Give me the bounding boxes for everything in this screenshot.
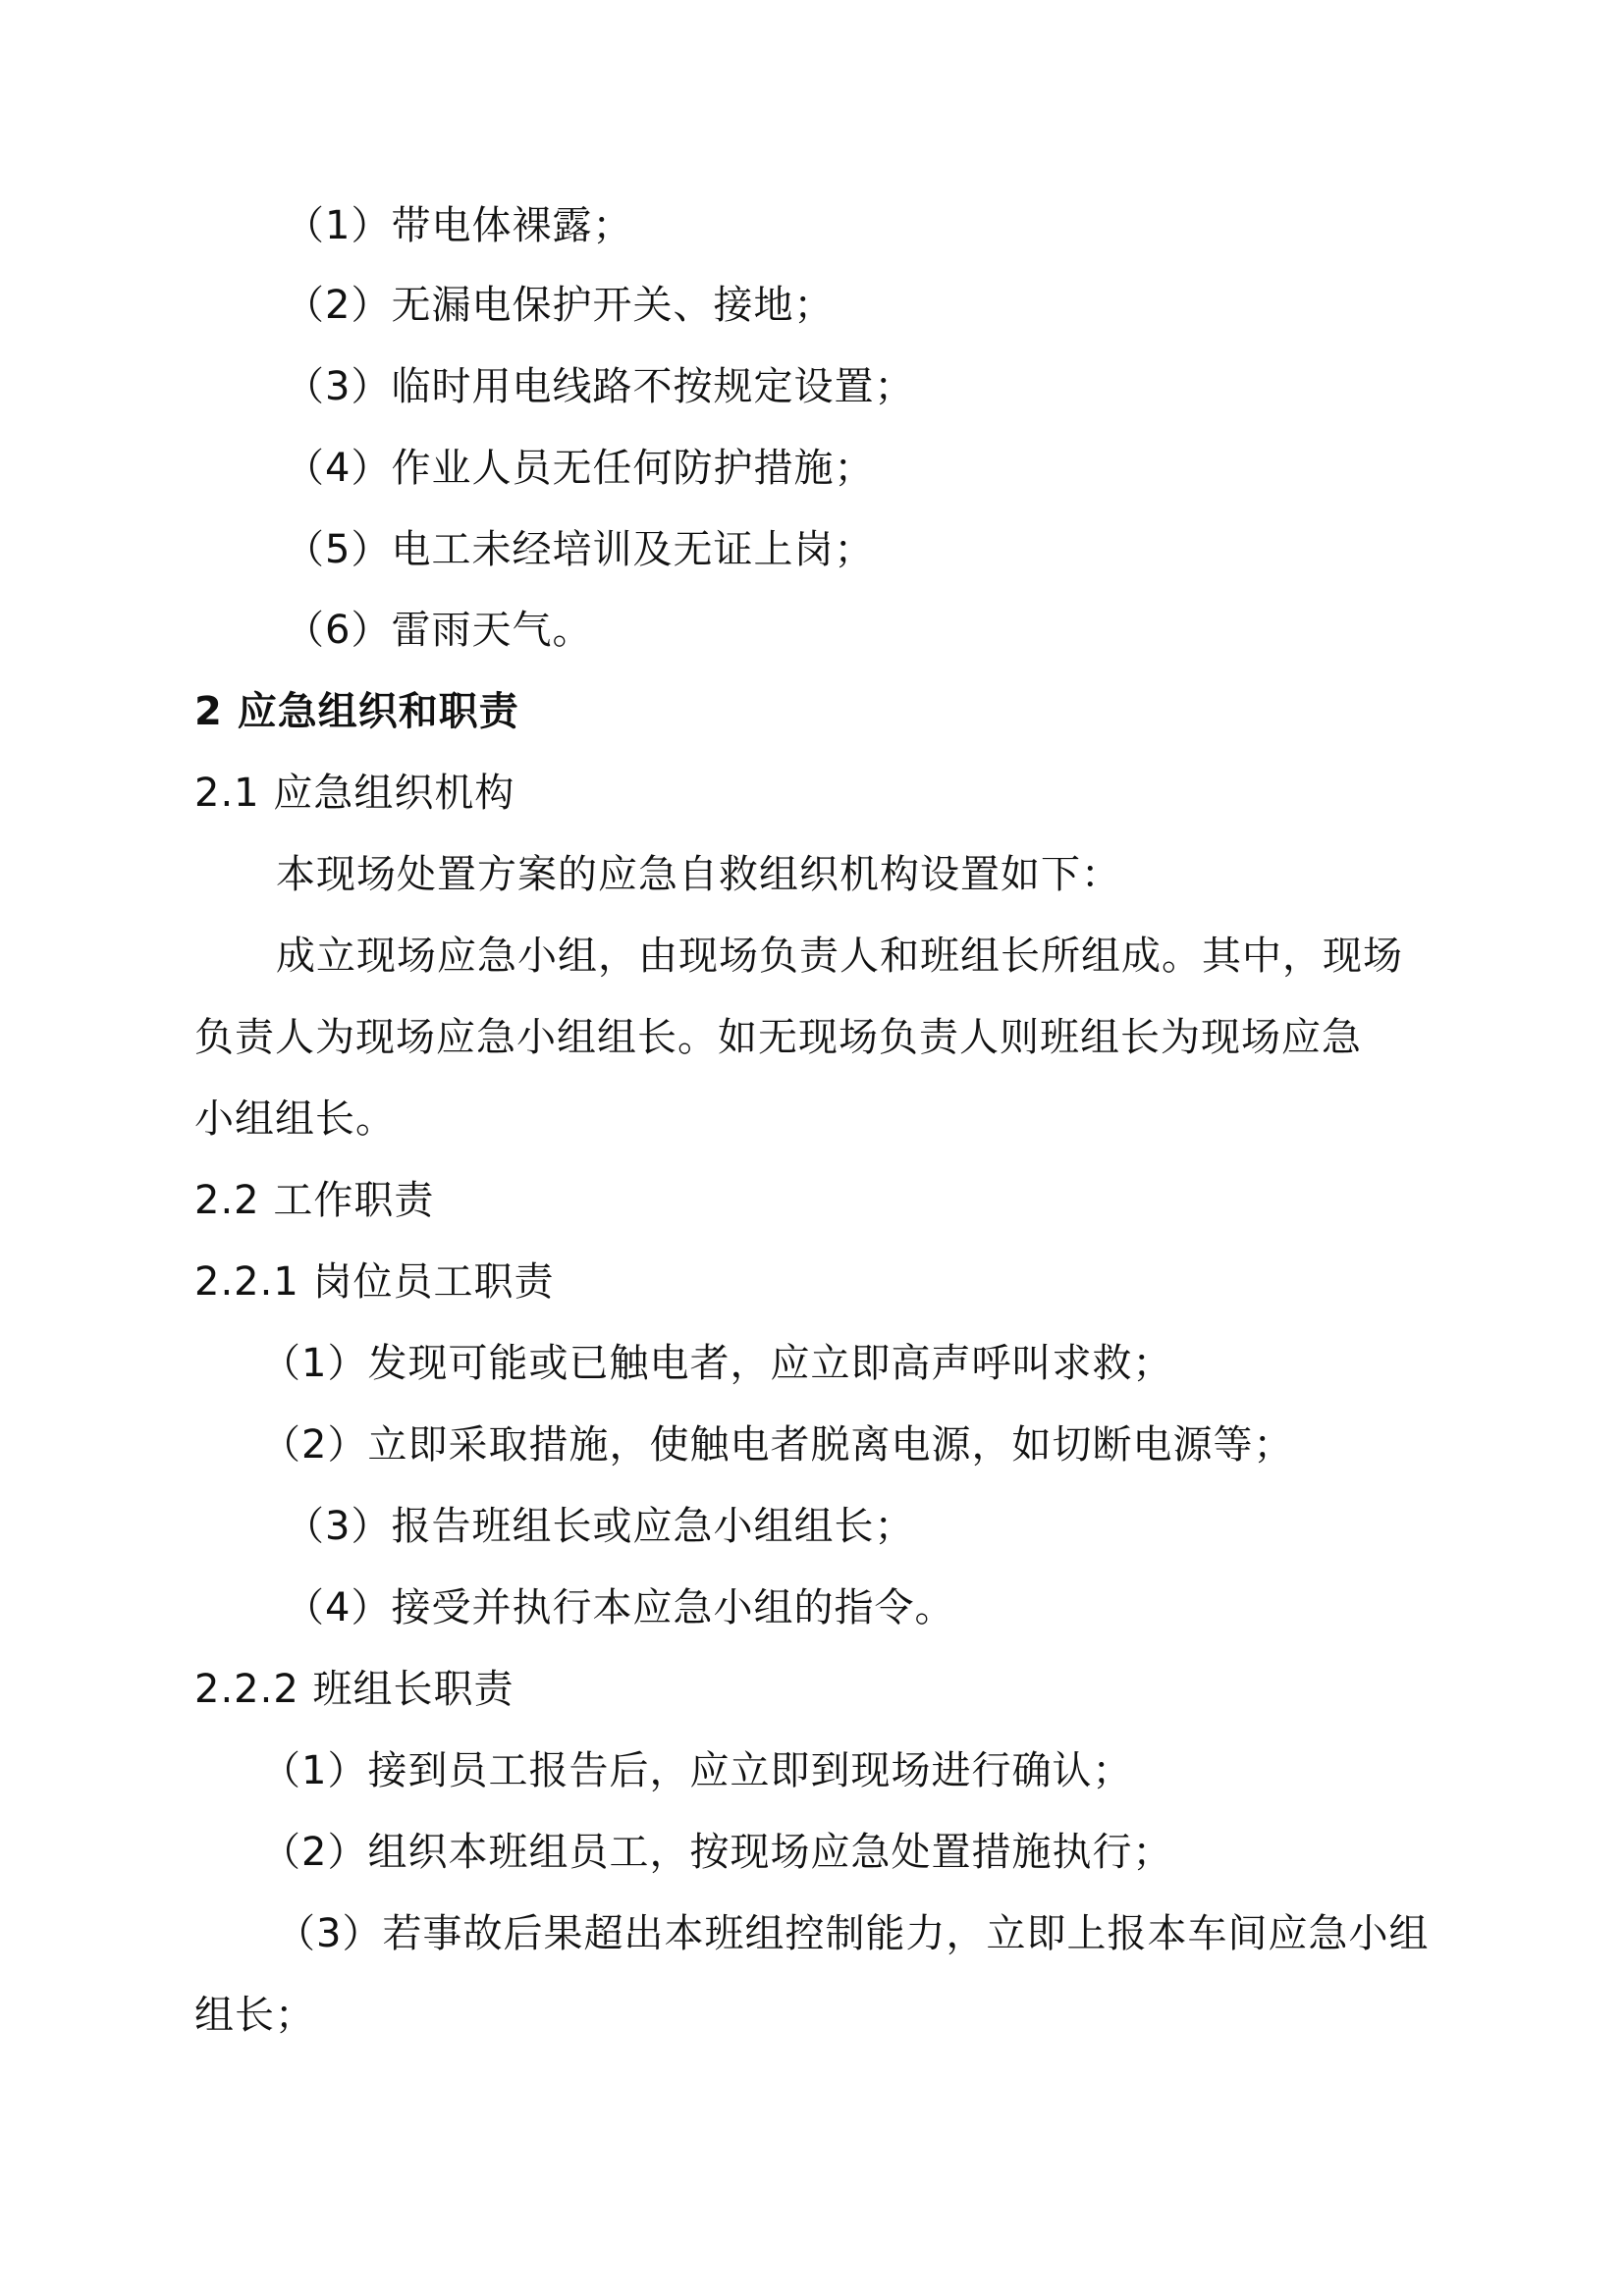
paragraph: 本现场处置方案的应急自救组织机构设置如下：: [276, 852, 1121, 897]
duty-item: （2）组织本班组员工，按现场应急处置措施执行；: [261, 1830, 1173, 1875]
hazard-item: （2）无漏电保护开关、接地；: [285, 283, 835, 328]
hazard-item: （1）带电体裸露；: [285, 203, 633, 248]
subsubsection-heading: 2.2.1 岗位员工职责: [194, 1259, 555, 1305]
duty-item: （3）若事故后果超出本班组控制能力，立即上报本车间应急小组: [276, 1911, 1430, 1956]
duty-item: （4）接受并执行本应急小组的指令。: [285, 1585, 955, 1630]
duty-item-continuation: 组长；: [194, 1993, 315, 2038]
subsection-heading: 2.1 应急组织机构: [194, 771, 515, 816]
duty-item: （1）发现可能或已触电者，应立即高声呼叫求救；: [261, 1341, 1173, 1386]
paragraph-line: 小组组长。: [194, 1096, 396, 1142]
subsubsection-heading: 2.2.2 班组长职责: [194, 1667, 514, 1712]
paragraph-line: 负责人为现场应急小组组长。如无现场负责人则班组长为现场应急: [194, 1015, 1362, 1060]
hazard-item: （4）作业人员无任何防护措施；: [285, 446, 875, 491]
duty-item: （1）接到员工报告后，应立即到现场进行确认；: [261, 1748, 1133, 1793]
duty-item: （2）立即采取措施，使触电者脱离电源，如切断电源等；: [261, 1422, 1294, 1468]
hazard-item: （5）电工未经培训及无证上岗；: [285, 527, 875, 572]
duty-item: （3）报告班组长或应急小组组长；: [285, 1504, 915, 1549]
section-heading: 2 应急组织和职责: [194, 689, 519, 734]
paragraph-line: 成立现场应急小组，由现场负责人和班组长所组成。其中，现场: [276, 934, 1403, 979]
subsection-heading: 2.2 工作职责: [194, 1178, 435, 1223]
hazard-item: （3）临时用电线路不按规定设置；: [285, 364, 915, 409]
hazard-item: （6）雷雨天气。: [285, 608, 593, 653]
